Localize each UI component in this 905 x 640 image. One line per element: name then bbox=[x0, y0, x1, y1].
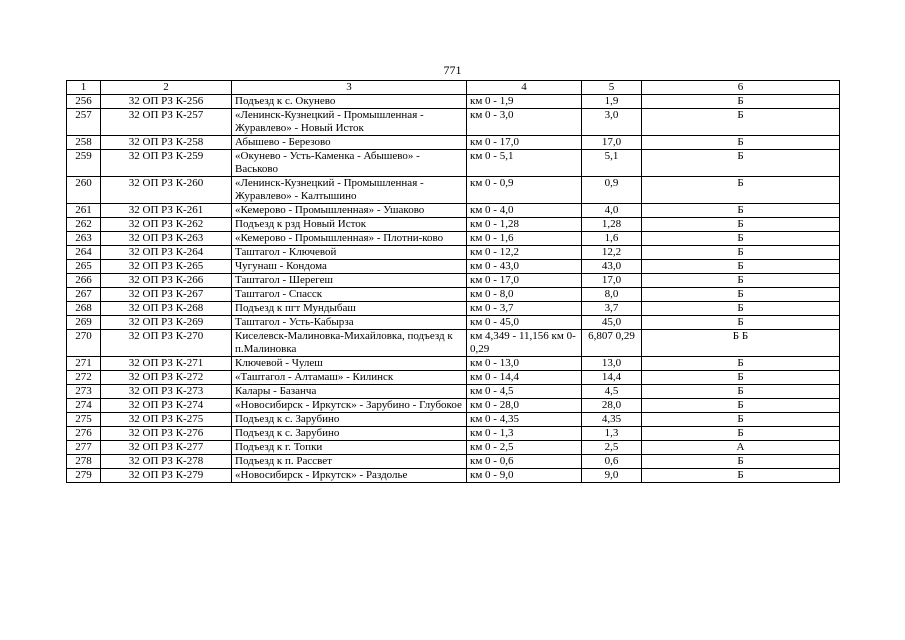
length: 45,0 bbox=[582, 316, 642, 330]
length: 28,0 bbox=[582, 399, 642, 413]
km-range: км 0 - 28,0 bbox=[467, 399, 582, 413]
table-row bbox=[67, 371, 840, 385]
table-header bbox=[67, 81, 840, 95]
road-code: 32 ОП РЗ К-274 bbox=[101, 399, 232, 413]
km-range: км 0 - 0,6 bbox=[467, 455, 582, 469]
road-name: Подъезд к с. Зарубино bbox=[232, 427, 467, 441]
row-number: 276 bbox=[67, 427, 101, 441]
road-code: 32 ОП РЗ К-263 bbox=[101, 232, 232, 246]
length: 1,9 bbox=[582, 95, 642, 109]
km-range: км 0 - 1,6 bbox=[467, 232, 582, 246]
road-code: 32 ОП РЗ К-267 bbox=[101, 288, 232, 302]
table-row bbox=[67, 150, 840, 177]
row-number: 267 bbox=[67, 288, 101, 302]
road-code: 32 ОП РЗ К-265 bbox=[101, 260, 232, 274]
length: 0,6 bbox=[582, 455, 642, 469]
road-name: Подъезд к с. Окунево bbox=[232, 95, 467, 109]
table-row bbox=[67, 177, 840, 204]
category: Б bbox=[642, 204, 840, 218]
road-name: «Ленинск-Кузнецкий - Промышленная - Журавлево» - Калтышино bbox=[232, 177, 467, 204]
road-code: 32 ОП РЗ К-257 bbox=[101, 109, 232, 136]
category: Б bbox=[642, 246, 840, 260]
table-row bbox=[67, 274, 840, 288]
category: Б bbox=[642, 218, 840, 232]
category: Б bbox=[642, 316, 840, 330]
km-range: км 0 - 13,0 bbox=[467, 357, 582, 371]
row-number: 264 bbox=[67, 246, 101, 260]
table-row bbox=[67, 302, 840, 316]
road-code: 32 ОП РЗ К-256 bbox=[101, 95, 232, 109]
row-number: 279 bbox=[67, 469, 101, 483]
road-name: Таштагол - Спасск bbox=[232, 288, 467, 302]
table-row bbox=[67, 399, 840, 413]
header-col-1: 1 bbox=[67, 81, 101, 95]
road-name: Подъезд к п. Рассвет bbox=[232, 455, 467, 469]
length: 13,0 bbox=[582, 357, 642, 371]
header-col-2: 2 bbox=[101, 81, 232, 95]
road-code: 32 ОП РЗ К-275 bbox=[101, 413, 232, 427]
road-code: 32 ОП РЗ К-273 bbox=[101, 385, 232, 399]
row-number: 269 bbox=[67, 316, 101, 330]
category: Б bbox=[642, 357, 840, 371]
length: 1,28 bbox=[582, 218, 642, 232]
category: Б bbox=[642, 95, 840, 109]
km-range: км 0 - 2,5 bbox=[467, 441, 582, 455]
road-name: Таштагол - Усть-Кабырза bbox=[232, 316, 467, 330]
category: Б bbox=[642, 371, 840, 385]
header-col-3: 3 bbox=[232, 81, 467, 95]
km-range: км 0 - 12,2 bbox=[467, 246, 582, 260]
length: 4,5 bbox=[582, 385, 642, 399]
row-number: 265 bbox=[67, 260, 101, 274]
km-range: км 0 - 4,0 bbox=[467, 204, 582, 218]
category: Б bbox=[642, 302, 840, 316]
road-name: Абышево - Березово bbox=[232, 136, 467, 150]
category: Б bbox=[642, 469, 840, 483]
road-name: «Новосибирск - Иркутск» - Раздолье bbox=[232, 469, 467, 483]
road-code: 32 ОП РЗ К-278 bbox=[101, 455, 232, 469]
row-number: 263 bbox=[67, 232, 101, 246]
road-code: 32 ОП РЗ К-266 bbox=[101, 274, 232, 288]
header-col-5: 5 bbox=[582, 81, 642, 95]
km-range: км 0 - 1,9 bbox=[467, 95, 582, 109]
category: Б bbox=[642, 399, 840, 413]
table-row bbox=[67, 95, 840, 109]
table-row bbox=[67, 357, 840, 371]
category: Б bbox=[642, 427, 840, 441]
row-number: 277 bbox=[67, 441, 101, 455]
km-range: км 0 - 1,3 bbox=[467, 427, 582, 441]
table-body bbox=[67, 95, 840, 483]
road-code: 32 ОП РЗ К-272 bbox=[101, 371, 232, 385]
table-row bbox=[67, 232, 840, 246]
row-number: 272 bbox=[67, 371, 101, 385]
table-row bbox=[67, 109, 840, 136]
km-range: км 0 - 17,0 bbox=[467, 274, 582, 288]
length: 6,807 0,29 bbox=[582, 330, 642, 357]
row-number: 258 bbox=[67, 136, 101, 150]
road-name: Киселевск-Малиновка-Михайловка, подъезд к п.Малиновка bbox=[232, 330, 467, 357]
row-number: 257 bbox=[67, 109, 101, 136]
row-number: 271 bbox=[67, 357, 101, 371]
length: 17,0 bbox=[582, 274, 642, 288]
km-range: км 0 - 43,0 bbox=[467, 260, 582, 274]
table-row bbox=[67, 455, 840, 469]
row-number: 266 bbox=[67, 274, 101, 288]
road-code: 32 ОП РЗ К-271 bbox=[101, 357, 232, 371]
road-code: 32 ОП РЗ К-269 bbox=[101, 316, 232, 330]
roads-table bbox=[66, 80, 840, 483]
length: 2,5 bbox=[582, 441, 642, 455]
table-row bbox=[67, 385, 840, 399]
road-name: «Таштагол - Алтамаш» - Килинск bbox=[232, 371, 467, 385]
km-range: км 0 - 4,35 bbox=[467, 413, 582, 427]
road-name: Таштагол - Ключевой bbox=[232, 246, 467, 260]
length: 1,3 bbox=[582, 427, 642, 441]
row-number: 278 bbox=[67, 455, 101, 469]
km-range: км 0 - 5,1 bbox=[467, 150, 582, 177]
road-code: 32 ОП РЗ К-279 bbox=[101, 469, 232, 483]
road-name: Подъезд к пгт Мундыбаш bbox=[232, 302, 467, 316]
table-row bbox=[67, 260, 840, 274]
header-col-4: 4 bbox=[467, 81, 582, 95]
road-code: 32 ОП РЗ К-259 bbox=[101, 150, 232, 177]
table-row bbox=[67, 204, 840, 218]
length: 3,7 bbox=[582, 302, 642, 316]
road-name: Подъезд к рзд Новый Исток bbox=[232, 218, 467, 232]
road-name: «Новосибирск - Иркутск» - Зарубино - Глубокое bbox=[232, 399, 467, 413]
header-col-6: 6 bbox=[642, 81, 840, 95]
category: Б bbox=[642, 274, 840, 288]
table-row bbox=[67, 441, 840, 455]
header-row bbox=[67, 81, 840, 95]
road-code: 32 ОП РЗ К-270 bbox=[101, 330, 232, 357]
km-range: км 0 - 3,7 bbox=[467, 302, 582, 316]
length: 43,0 bbox=[582, 260, 642, 274]
road-code: 32 ОП РЗ К-260 bbox=[101, 177, 232, 204]
page-number: 771 bbox=[443, 63, 462, 77]
category: Б bbox=[642, 136, 840, 150]
road-name: «Кемерово - Промышленная» - Ушаково bbox=[232, 204, 467, 218]
category: Б bbox=[642, 385, 840, 399]
table-row bbox=[67, 316, 840, 330]
length: 14,4 bbox=[582, 371, 642, 385]
km-range: км 0 - 1,28 bbox=[467, 218, 582, 232]
road-name: «Кемерово - Промышленная» - Плотни-ково bbox=[232, 232, 467, 246]
length: 0,9 bbox=[582, 177, 642, 204]
category: Б bbox=[642, 109, 840, 136]
table-row bbox=[67, 427, 840, 441]
row-number: 262 bbox=[67, 218, 101, 232]
road-code: 32 ОП РЗ К-276 bbox=[101, 427, 232, 441]
road-name: Подъезд к г. Топки bbox=[232, 441, 467, 455]
category: А bbox=[642, 441, 840, 455]
length: 3,0 bbox=[582, 109, 642, 136]
km-range: км 0 - 8,0 bbox=[467, 288, 582, 302]
row-number: 256 bbox=[67, 95, 101, 109]
row-number: 259 bbox=[67, 150, 101, 177]
km-range: км 0 - 14,4 bbox=[467, 371, 582, 385]
road-name: Калары - Базанча bbox=[232, 385, 467, 399]
category: Б bbox=[642, 288, 840, 302]
length: 12,2 bbox=[582, 246, 642, 260]
road-code: 32 ОП РЗ К-262 bbox=[101, 218, 232, 232]
category: Б bbox=[642, 260, 840, 274]
table-row bbox=[67, 469, 840, 483]
table-row bbox=[67, 413, 840, 427]
road-name: «Окунево - Усть-Каменка - Абышево» - Васьково bbox=[232, 150, 467, 177]
km-range: км 0 - 9,0 bbox=[467, 469, 582, 483]
length: 4,35 bbox=[582, 413, 642, 427]
row-number: 260 bbox=[67, 177, 101, 204]
category: Б bbox=[642, 150, 840, 177]
category: Б bbox=[642, 413, 840, 427]
road-name: Подъезд к с. Зарубино bbox=[232, 413, 467, 427]
category: Б Б bbox=[642, 330, 840, 357]
road-code: 32 ОП РЗ К-268 bbox=[101, 302, 232, 316]
km-range: км 0 - 45,0 bbox=[467, 316, 582, 330]
road-name: Чугунаш - Кондома bbox=[232, 260, 467, 274]
road-code: 32 ОП РЗ К-264 bbox=[101, 246, 232, 260]
table-row bbox=[67, 136, 840, 150]
row-number: 274 bbox=[67, 399, 101, 413]
table-row bbox=[67, 218, 840, 232]
row-number: 268 bbox=[67, 302, 101, 316]
road-code: 32 ОП РЗ К-258 bbox=[101, 136, 232, 150]
row-number: 273 bbox=[67, 385, 101, 399]
km-range: км 0 - 0,9 bbox=[467, 177, 582, 204]
road-code: 32 ОП РЗ К-261 bbox=[101, 204, 232, 218]
road-code: 32 ОП РЗ К-277 bbox=[101, 441, 232, 455]
row-number: 261 bbox=[67, 204, 101, 218]
length: 9,0 bbox=[582, 469, 642, 483]
length: 8,0 bbox=[582, 288, 642, 302]
road-name: Ключевой - Чулеш bbox=[232, 357, 467, 371]
km-range: км 0 - 17,0 bbox=[467, 136, 582, 150]
km-range: км 0 - 3,0 bbox=[467, 109, 582, 136]
road-name: Таштагол - Шерегеш bbox=[232, 274, 467, 288]
km-range: км 4,349 - 11,156 км 0-0,29 bbox=[467, 330, 582, 357]
road-name: «Ленинск-Кузнецкий - Промышленная - Журавлево» - Новый Исток bbox=[232, 109, 467, 136]
category: Б bbox=[642, 232, 840, 246]
length: 17,0 bbox=[582, 136, 642, 150]
km-range: км 0 - 4,5 bbox=[467, 385, 582, 399]
table-row bbox=[67, 330, 840, 357]
table-row bbox=[67, 246, 840, 260]
length: 5,1 bbox=[582, 150, 642, 177]
category: Б bbox=[642, 177, 840, 204]
length: 1,6 bbox=[582, 232, 642, 246]
length: 4,0 bbox=[582, 204, 642, 218]
category: Б bbox=[642, 455, 840, 469]
row-number: 270 bbox=[67, 330, 101, 357]
row-number: 275 bbox=[67, 413, 101, 427]
table-row bbox=[67, 288, 840, 302]
